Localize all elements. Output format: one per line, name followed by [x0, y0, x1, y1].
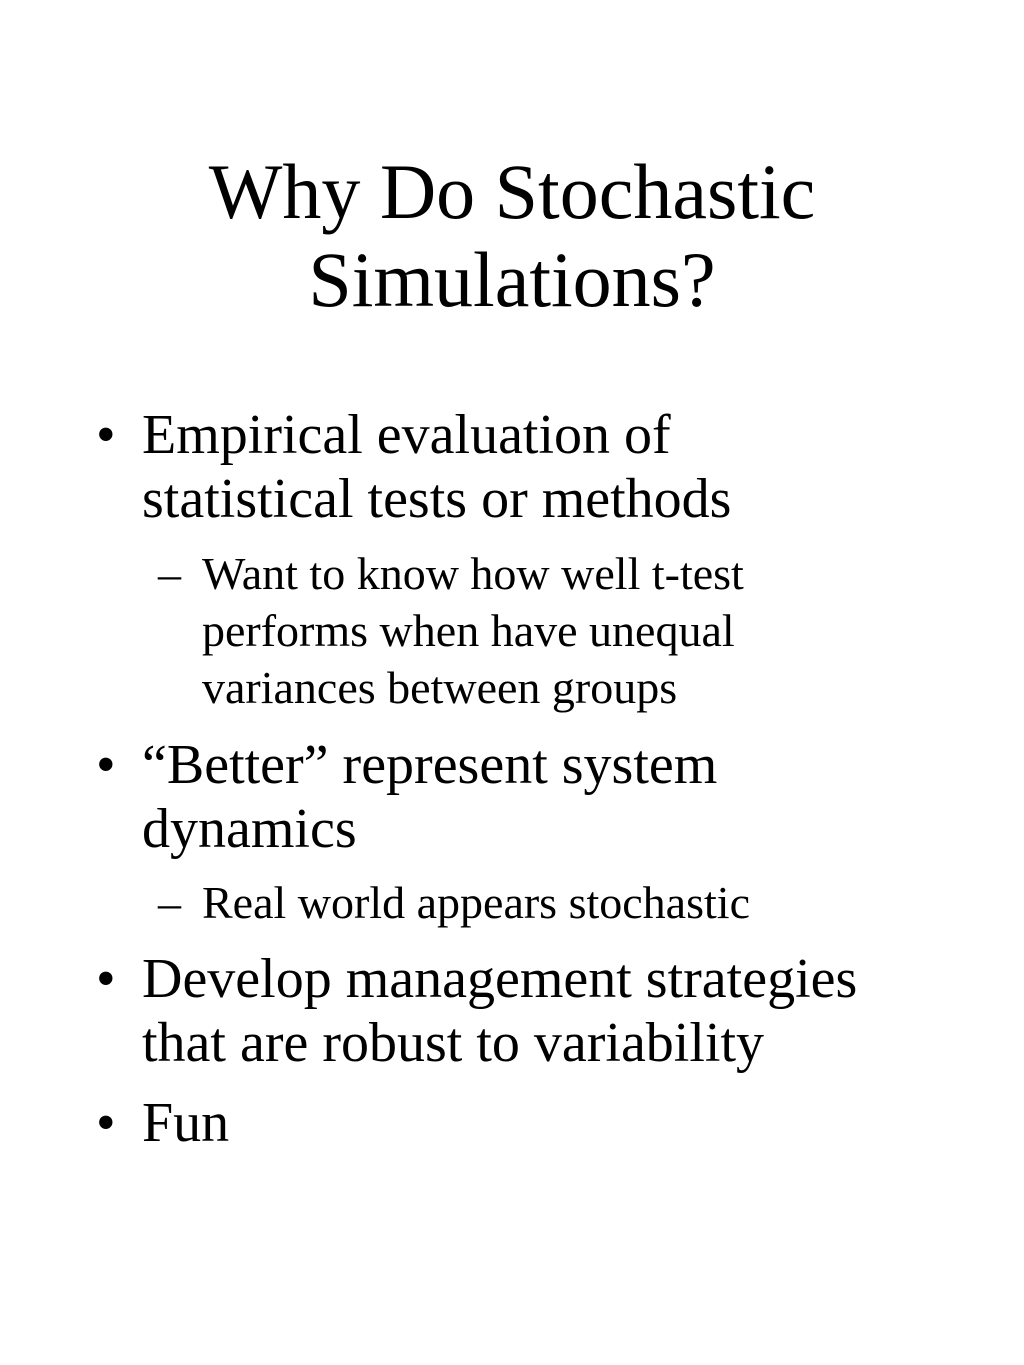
- dash-icon: –: [158, 877, 181, 928]
- bullet-text: Develop management strategies that are robust to variability: [142, 948, 858, 1074]
- title-line: Simulations?: [308, 236, 716, 323]
- bullet-icon: •: [96, 948, 116, 1010]
- sub-bullet-text: Real world appears stochastic: [202, 877, 750, 928]
- bullet-icon: •: [96, 1092, 116, 1154]
- sub-bullet-text: Want to know how well t-test performs when have unequal variances between groups: [202, 548, 744, 713]
- bullet-icon: •: [96, 734, 116, 796]
- bullet-text: Fun: [142, 1092, 230, 1154]
- bullet-text: Empirical evaluation of statistical tests or methods: [142, 404, 732, 530]
- dash-icon: –: [158, 548, 181, 599]
- bullet-text: “Better” represent system dynamics: [142, 734, 718, 860]
- bullet-icon: •: [96, 404, 116, 466]
- slide-title: [0, 148, 1024, 324]
- title-line: Why Do Stochastic: [208, 148, 816, 235]
